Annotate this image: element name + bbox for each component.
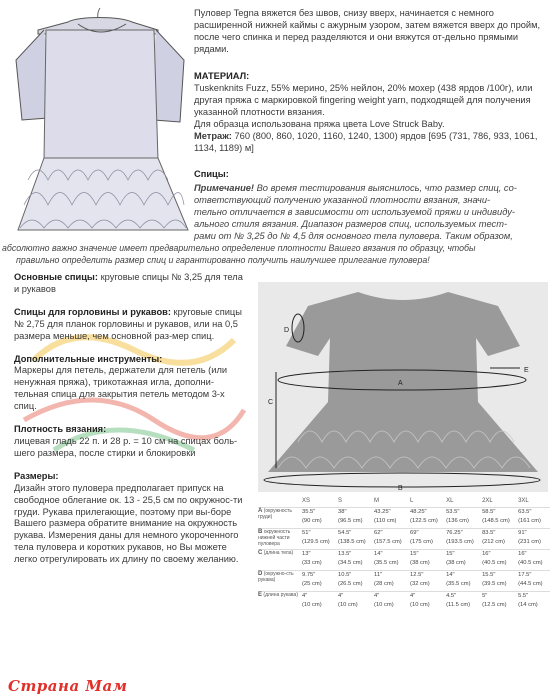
table-cell	[338, 529, 374, 550]
value-inches: 15"	[410, 551, 419, 557]
value-inches: 43.25"	[374, 509, 391, 515]
value-cm: (14 cm)	[518, 601, 538, 608]
table-cell	[482, 508, 518, 529]
value-inches: 15"	[446, 551, 455, 557]
value-inches: 15.5"	[482, 572, 496, 578]
value-inches: 69"	[410, 530, 419, 536]
value-cm: (96.5 cm)	[338, 517, 363, 524]
tools-title: Дополнительные инструменты:	[14, 353, 163, 364]
size-header: S	[338, 497, 343, 504]
value-cm: (175 cm)	[410, 538, 433, 545]
table-cell	[446, 550, 482, 571]
value-cm: (26.5 cm)	[338, 580, 363, 587]
table-cell	[482, 550, 518, 571]
size-header: XS	[302, 497, 311, 504]
row-letter: A	[258, 508, 263, 514]
table-cell	[338, 550, 374, 571]
table-cell	[374, 529, 410, 550]
value-inches: 13.5"	[338, 551, 352, 557]
size-header: M	[374, 497, 380, 504]
value-cm: (11.5 cm)	[446, 601, 471, 608]
value-inches: 38"	[338, 509, 347, 515]
value-cm: (39.5 cm)	[482, 580, 507, 587]
material-body	[194, 82, 544, 155]
intro-text: Пуловер Tegna вяжется без швов, снизу вверх, начинается с немного расширенной нижней каймы с ажурным узором, затем вяжется вверх до пройм, после чего спинка и перед разделяются и они вяжутся от-дельно прямыми рядами.	[194, 8, 541, 55]
table-cell	[446, 508, 482, 529]
table-cell	[482, 592, 518, 613]
table-row	[258, 550, 550, 571]
value-inches: 83.5"	[482, 530, 496, 536]
value-inches: 4.5"	[446, 593, 457, 599]
value-cm: (148.5 cm)	[482, 517, 510, 524]
table-cell	[446, 571, 482, 592]
yardage-label: Метраж:	[194, 131, 232, 142]
neck-needles	[14, 307, 246, 343]
value-cm: (35.5 cm)	[374, 559, 399, 566]
material-sample: Для образца использована пряжа цвета Love Struck Baby.	[194, 119, 445, 130]
value-inches: 63.5"	[518, 509, 532, 515]
value-inches: 62"	[374, 530, 383, 536]
value-cm: (32 cm)	[410, 580, 430, 587]
table-row	[258, 592, 550, 613]
value-cm: (38 cm)	[446, 559, 466, 566]
table-cell	[338, 592, 374, 613]
table-cell	[302, 529, 338, 550]
main-needles	[14, 272, 246, 296]
row-description: окружность нижней части пуловера	[258, 529, 291, 547]
value-cm: (40.5 cm)	[482, 559, 507, 566]
note-line: абсолютно важно значение имеет предварительно определение плотности Вашего вязания по образцу, чтобы	[2, 243, 476, 253]
row-letter: D	[258, 571, 263, 577]
table-row	[258, 529, 550, 550]
value-cm: (136 cm)	[446, 517, 469, 524]
value-cm: (129.5 cm)	[302, 538, 330, 545]
tools-text: Маркеры для петель, держатели для петель (или ненужная пряжа), трикотажная игла, дополни-тельная спица для закрытия петель методом 3-х спиц.	[14, 365, 228, 412]
size-header: 2XL	[482, 497, 493, 504]
value-inches: 58.5"	[482, 509, 496, 515]
row-letter: C	[258, 550, 263, 556]
note-line: ответствующий получению указанной плотности вязания, значи-	[194, 195, 491, 205]
value-inches: 4"	[302, 593, 308, 599]
value-inches: 48.25"	[410, 509, 427, 515]
yardage-value: 760 (800, 860, 1020, 1160, 1240, 1300) ярдов [695 (731, 786, 933, 1061, 1134, 1189) м]	[194, 131, 538, 154]
table-cell	[518, 508, 550, 529]
row-description: (длина тела)	[263, 550, 294, 556]
gauge-text: лицевая гладь 22 п. и 28 р. = 10 см на спицах боль-шего размера, после стирки и блокировки	[14, 435, 238, 458]
value-cm: (10 cm)	[338, 601, 358, 608]
value-inches: 11"	[374, 572, 383, 578]
value-inches: 16"	[482, 551, 491, 557]
row-label	[258, 508, 302, 529]
table-cell	[518, 550, 550, 571]
table-row	[258, 508, 550, 529]
value-cm: (138.5 cm)	[338, 538, 366, 545]
value-cm: (193.5 cm)	[446, 538, 474, 545]
value-inches: 51"	[302, 530, 311, 536]
row-letter: B	[258, 529, 263, 535]
table-cell	[410, 571, 446, 592]
row-label	[258, 550, 302, 571]
main-needles-text: круговые спицы № 3,25 для тела и рукавов	[14, 272, 243, 294]
label-b: B	[398, 485, 403, 492]
neck-needles-label: Спицы для горловины и рукавов:	[14, 306, 171, 317]
value-cm: (12.5 cm)	[482, 601, 507, 608]
value-cm: (38 cm)	[410, 559, 430, 566]
row-label	[258, 592, 302, 613]
value-inches: 5"	[482, 593, 488, 599]
row-label	[258, 571, 302, 592]
label-d: D	[284, 327, 290, 334]
table-header-row	[258, 494, 550, 508]
material-yarn: Tuskenknits Fuzz, 55% мерино, 25% нейлон, 20% мохер (438 ярдов /100г), или другая пряжа с маркировкой fingering weight yarn, подходящей для получения указанной плотности вязания.	[194, 83, 533, 118]
row-description: (окружность груди)	[258, 508, 292, 520]
value-cm: (10 cm)	[410, 601, 430, 608]
table-cell	[374, 508, 410, 529]
table-cell	[374, 571, 410, 592]
value-inches: 10.5"	[338, 572, 352, 578]
value-cm: (34.5 cm)	[338, 559, 363, 566]
value-cm: (10 cm)	[374, 601, 394, 608]
material-title: МАТЕРИАЛ:	[194, 71, 250, 81]
sweater-sketch	[8, 0, 193, 250]
value-cm: (40.5 cm)	[518, 559, 543, 566]
neck-needles-text: круговые спицы № 2,75 для планок горловины и рукавов, или на 0,5 размера меньше, чем основной раз-мер спиц.	[14, 306, 242, 341]
note-line: рами от № 3,25 до № 4,5 для основного тела пуловера. Таким образом,	[194, 231, 513, 241]
row-letter: E	[258, 592, 263, 598]
value-inches: 4"	[374, 593, 380, 599]
value-cm: (122.5 cm)	[410, 517, 438, 524]
label-e: E	[524, 367, 529, 374]
value-inches: 16"	[518, 551, 527, 557]
row-description: (длина рукава)	[263, 592, 298, 598]
value-inches: 53.5"	[446, 509, 460, 515]
value-inches: 91"	[518, 530, 527, 536]
table-cell	[302, 571, 338, 592]
size-header: XL	[446, 497, 454, 504]
table-cell	[482, 529, 518, 550]
value-inches: 5.5"	[518, 593, 529, 599]
value-cm: (157.5 cm)	[374, 538, 402, 545]
table-cell	[446, 529, 482, 550]
value-inches: 35.5"	[302, 509, 316, 515]
garment-schematic	[258, 282, 548, 492]
value-inches: 14"	[374, 551, 383, 557]
table-cell	[338, 571, 374, 592]
table-cell	[338, 508, 374, 529]
label-c: C	[268, 399, 274, 406]
table-cell	[302, 508, 338, 529]
table-cell	[518, 571, 550, 592]
table-cell	[302, 550, 338, 571]
table-cell	[446, 592, 482, 613]
value-inches: 13"	[302, 551, 311, 557]
value-inches: 76.25"	[446, 530, 463, 536]
needles-title: Спицы:	[194, 169, 229, 179]
label-a: A	[398, 380, 403, 387]
value-inches: 9.75"	[302, 572, 316, 578]
note-line: тельно отличается в зависимости от используемой пряжи и индивиду-	[194, 207, 515, 217]
value-inches: 17.5"	[518, 572, 532, 578]
value-cm: (231 cm)	[518, 538, 541, 545]
table-cell	[518, 592, 550, 613]
value-cm: (161 cm)	[518, 517, 541, 524]
table-cell	[410, 592, 446, 613]
size-header: L	[410, 497, 414, 504]
table-cell	[302, 592, 338, 613]
value-cm: (110 cm)	[374, 517, 397, 524]
table-cell	[410, 529, 446, 550]
table-cell	[482, 571, 518, 592]
table-cell	[518, 529, 550, 550]
note-line: Во время тестирования выяснилось, что размер спиц, со-	[256, 183, 517, 193]
size-header: 3XL	[518, 497, 529, 504]
table-cell	[410, 508, 446, 529]
value-inches: 4"	[410, 593, 416, 599]
sizes-title: Размеры:	[14, 470, 59, 481]
value-inches: 12.5"	[410, 572, 424, 578]
left-column	[14, 272, 246, 566]
sizes-text: Дизайн этого пуловера предполагает припуск на свободное облегание ок. 13 - 25,5 см по окружнос-ти груди. Рукава прилегающие, поэтому при вы-боре Вашего размера обратите внимание на окружность рукава. Измерения даны для немного укороченного тела пуловера и коротких рукавов, но Вы можете легко отрегулировать их длину по своему желанию.	[14, 482, 243, 565]
note-line: правильно определить размер спиц и гарантированно получить наилучшее прилегание пуловера!	[16, 255, 430, 265]
yardage	[194, 130, 544, 154]
site-logo: Страна Мам	[8, 677, 128, 695]
value-inches: 54.5"	[338, 530, 352, 536]
value-inches: 4"	[338, 593, 344, 599]
table-cell	[374, 592, 410, 613]
size-table	[258, 494, 550, 612]
table-row	[258, 571, 550, 592]
gauge-title: Плотность вязания:	[14, 424, 107, 435]
row-description: (окружно-сть рукава)	[258, 571, 294, 583]
value-cm: (10 cm)	[302, 601, 322, 608]
table-cell	[410, 550, 446, 571]
table-cell	[374, 550, 410, 571]
note-line: ального стиля вязания. Диапазон размеров спиц, используемых тест-	[194, 219, 508, 229]
value-cm: (35.5 cm)	[446, 580, 471, 587]
value-cm: (33 cm)	[302, 559, 322, 566]
row-label	[258, 529, 302, 550]
value-inches: 14"	[446, 572, 455, 578]
value-cm: (28 cm)	[374, 580, 394, 587]
value-cm: (44.5 cm)	[518, 580, 543, 587]
note-label: Примечание!	[194, 183, 255, 193]
value-cm: (90 cm)	[302, 517, 322, 524]
main-needles-label: Основные спицы:	[14, 272, 98, 282]
value-cm: (25 cm)	[302, 580, 322, 587]
value-cm: (212 cm)	[482, 538, 505, 545]
